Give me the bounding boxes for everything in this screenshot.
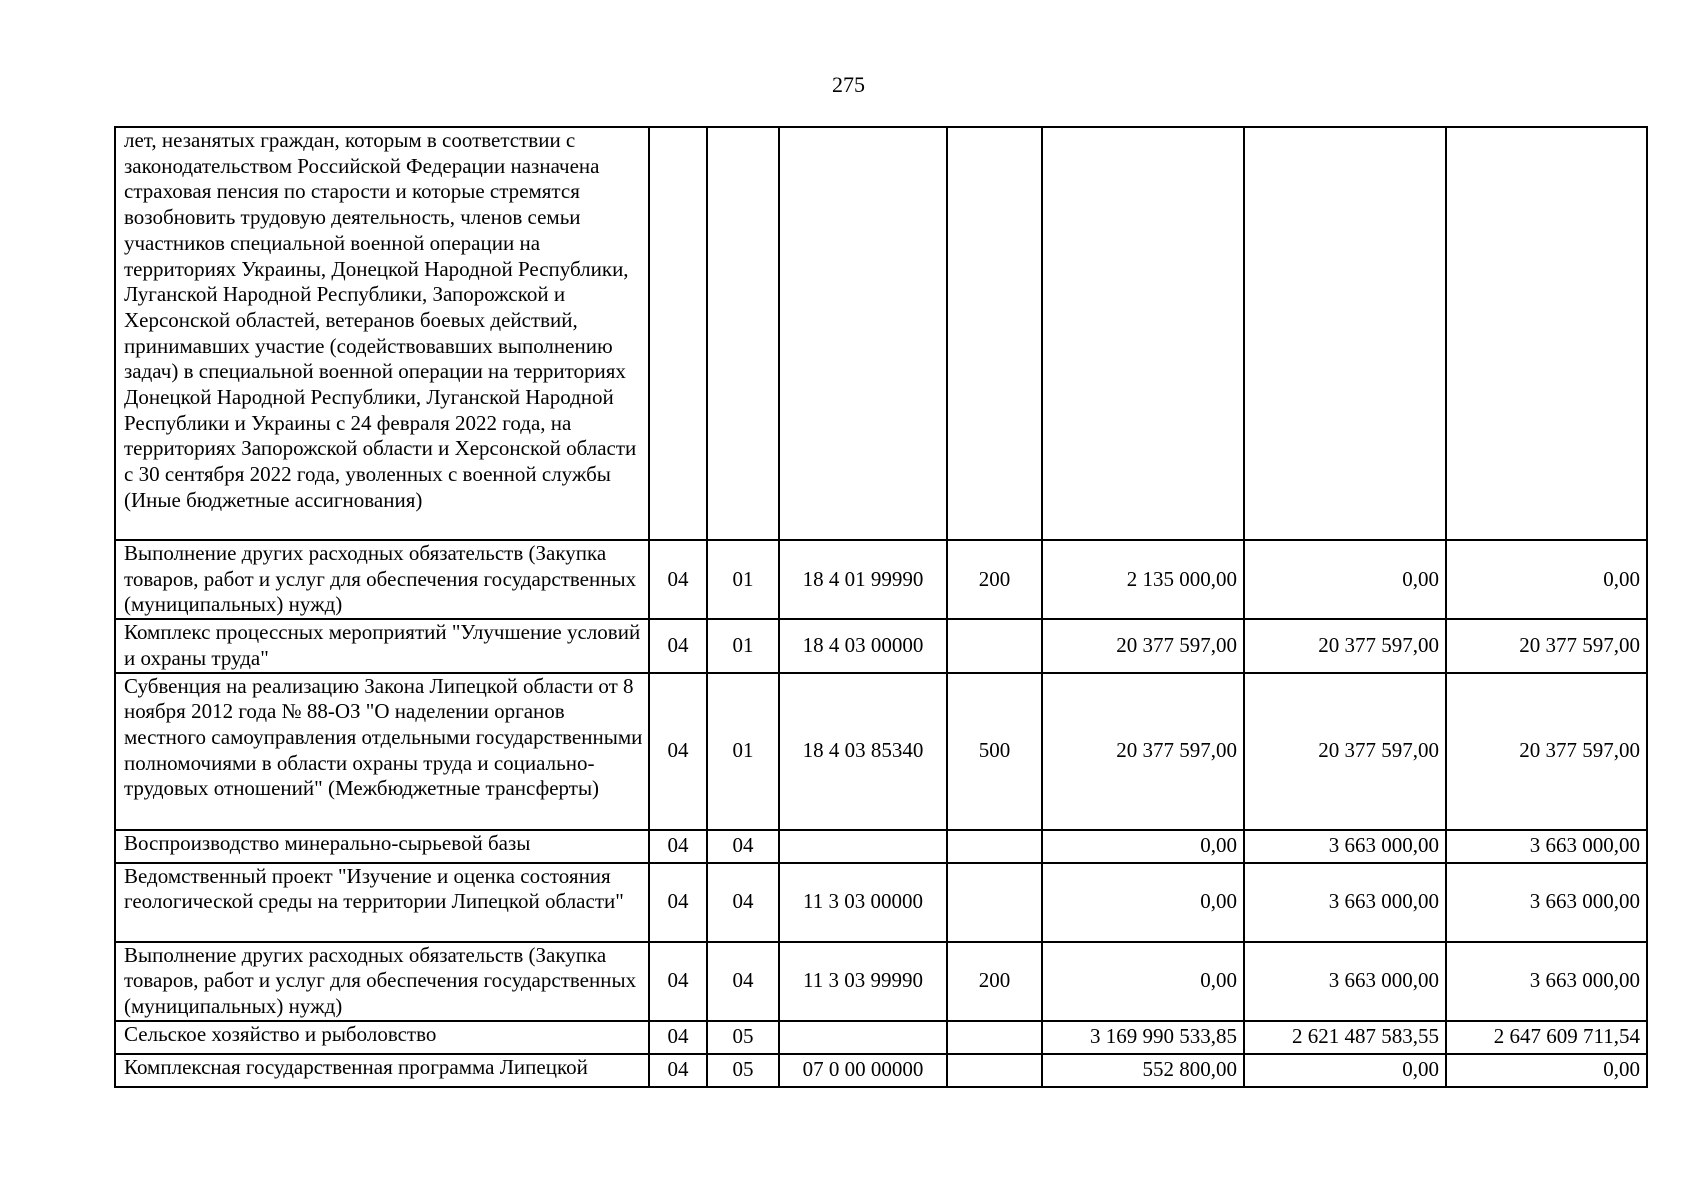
- row-description: Выполнение других расходных обязательств (Закупка товаров, работ и услуг для обеспечения государственных (муниципальных) нужд): [115, 540, 649, 619]
- subsection-code: 05: [707, 1021, 779, 1054]
- amount-year-2: 2 621 487 583,55: [1244, 1021, 1446, 1054]
- amount-year-3: 3 663 000,00: [1446, 942, 1647, 1021]
- amount-year-1: [1042, 127, 1244, 540]
- section-code: [649, 127, 707, 540]
- target-article-code: 18 4 03 00000: [779, 619, 947, 672]
- expense-type-code: [947, 619, 1042, 672]
- table-row: [115, 1021, 1647, 1054]
- target-article-code: 11 3 03 00000: [779, 863, 947, 942]
- row-description: Субвенция на реализацию Закона Липецкой области от 8 ноября 2012 года № 88-ОЗ "О наделении органов местного самоуправления отдельными государственными полномочиями в области охраны труда и социально-трудовых отношений" (Межбюджетные трансферты): [115, 673, 649, 830]
- section-code: 04: [649, 673, 707, 830]
- expense-type-code: 200: [947, 942, 1042, 1021]
- section-code: 04: [649, 619, 707, 672]
- amount-year-1: 20 377 597,00: [1042, 619, 1244, 672]
- target-article-code: [779, 127, 947, 540]
- amount-year-1: 552 800,00: [1042, 1054, 1244, 1087]
- budget-table: [114, 126, 1648, 1088]
- table-row: [115, 127, 1647, 540]
- expense-type-code: 500: [947, 673, 1042, 830]
- amount-year-3: 20 377 597,00: [1446, 619, 1647, 672]
- subsection-code: 04: [707, 863, 779, 942]
- section-code: 04: [649, 1021, 707, 1054]
- amount-year-3: 20 377 597,00: [1446, 673, 1647, 830]
- expense-type-code: [947, 127, 1042, 540]
- amount-year-2: 20 377 597,00: [1244, 673, 1446, 830]
- subsection-code: [707, 127, 779, 540]
- table-row: [115, 942, 1647, 1021]
- row-description: лет, незанятых граждан, которым в соответствии с законодательством Российской Федерации назначена страховая пенсия по старости и которые стремятся возобновить трудовую деятельность, членов семьи участников специальной военной операции на территориях Украины, Донецкой Народной Республики, Луганской Народной Республики, Запорожской и Херсонской областей, ветеранов боевых действий, принимавших участие (содействовавших выполнению задач) в специальной военной операции на территориях Донецкой Народной Республики, Луганской Народной Республики и Украины с 24 февраля 2022 года, на территориях Запорожской области и Херсонской области с 30 сентября 2022 года, уволенных с военной службы (Иные бюджетные ассигнования): [115, 127, 649, 540]
- amount-year-3: 0,00: [1446, 540, 1647, 619]
- amount-year-2: 3 663 000,00: [1244, 830, 1446, 863]
- amount-year-2: [1244, 127, 1446, 540]
- table-row: [115, 540, 1647, 619]
- amount-year-1: 0,00: [1042, 863, 1244, 942]
- table-row: [115, 830, 1647, 863]
- target-article-code: 18 4 03 85340: [779, 673, 947, 830]
- amount-year-1: 0,00: [1042, 942, 1244, 1021]
- amount-year-3: [1446, 127, 1647, 540]
- table-row: [115, 673, 1647, 830]
- amount-year-3: 3 663 000,00: [1446, 863, 1647, 942]
- subsection-code: 04: [707, 830, 779, 863]
- amount-year-3: 2 647 609 711,54: [1446, 1021, 1647, 1054]
- amount-year-2: 0,00: [1244, 1054, 1446, 1087]
- target-article-code: [779, 1021, 947, 1054]
- section-code: 04: [649, 863, 707, 942]
- row-description: Комплекс процессных мероприятий "Улучшение условий и охраны труда": [115, 619, 649, 672]
- target-article-code: 11 3 03 99990: [779, 942, 947, 1021]
- expense-type-code: [947, 863, 1042, 942]
- table-row: [115, 619, 1647, 672]
- row-description: Ведомственный проект "Изучение и оценка состояния геологической среды на территории Липецкой области": [115, 863, 649, 942]
- target-article-code: [779, 830, 947, 863]
- subsection-code: 04: [707, 942, 779, 1021]
- amount-year-2: 3 663 000,00: [1244, 942, 1446, 1021]
- row-description: Воспроизводство минерально-сырьевой базы: [115, 830, 649, 863]
- amount-year-1: 3 169 990 533,85: [1042, 1021, 1244, 1054]
- amount-year-1: 0,00: [1042, 830, 1244, 863]
- expense-type-code: [947, 1021, 1042, 1054]
- subsection-code: 01: [707, 619, 779, 672]
- amount-year-1: 20 377 597,00: [1042, 673, 1244, 830]
- expense-type-code: [947, 1054, 1042, 1087]
- table-row: [115, 1054, 1647, 1087]
- table-row: [115, 863, 1647, 942]
- amount-year-2: 20 377 597,00: [1244, 619, 1446, 672]
- amount-year-2: 0,00: [1244, 540, 1446, 619]
- subsection-code: 05: [707, 1054, 779, 1087]
- amount-year-3: 3 663 000,00: [1446, 830, 1647, 863]
- target-article-code: 18 4 01 99990: [779, 540, 947, 619]
- section-code: 04: [649, 540, 707, 619]
- section-code: 04: [649, 830, 707, 863]
- amount-year-2: 3 663 000,00: [1244, 863, 1446, 942]
- expense-type-code: 200: [947, 540, 1042, 619]
- subsection-code: 01: [707, 673, 779, 830]
- row-description: Выполнение других расходных обязательств (Закупка товаров, работ и услуг для обеспечения государственных (муниципальных) нужд): [115, 942, 649, 1021]
- row-description: Комплексная государственная программа Липецкой: [115, 1054, 649, 1087]
- target-article-code: 07 0 00 00000: [779, 1054, 947, 1087]
- amount-year-3: 0,00: [1446, 1054, 1647, 1087]
- section-code: 04: [649, 1054, 707, 1087]
- amount-year-1: 2 135 000,00: [1042, 540, 1244, 619]
- page-number: 275: [832, 72, 865, 97]
- section-code: 04: [649, 942, 707, 1021]
- row-description: Сельское хозяйство и рыболовство: [115, 1021, 649, 1054]
- expense-type-code: [947, 830, 1042, 863]
- subsection-code: 01: [707, 540, 779, 619]
